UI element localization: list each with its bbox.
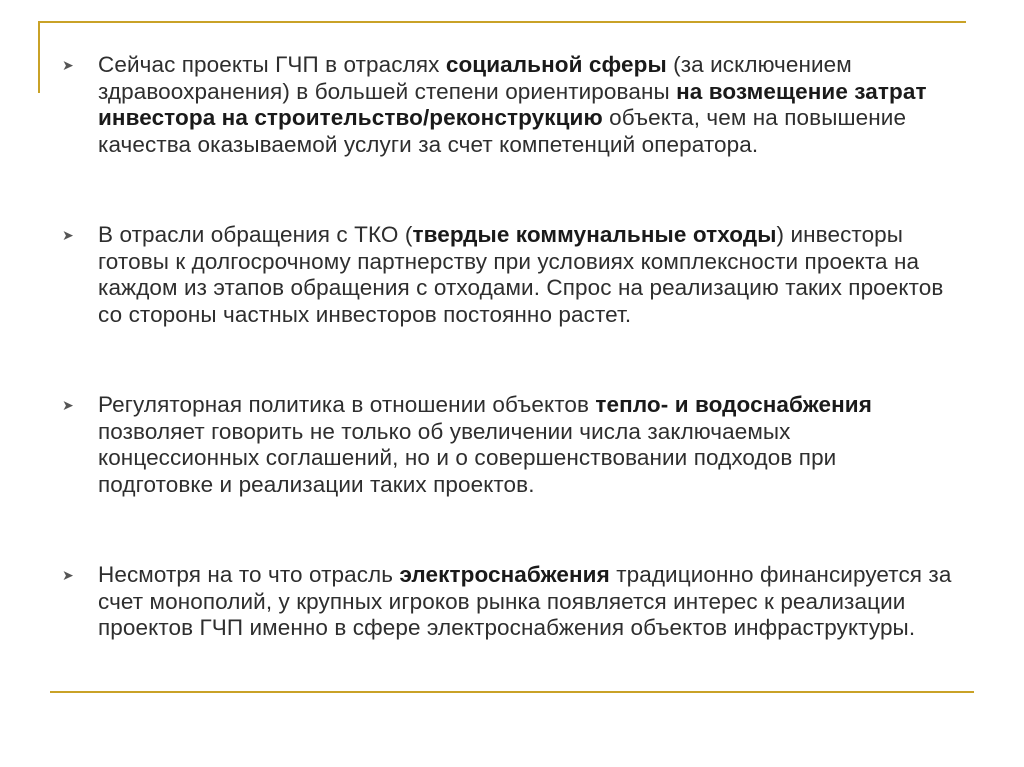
text-run: Сейчас проекты ГЧП в отраслях <box>98 52 446 77</box>
bold-phrase: на возмещение затрат инвестора на строительство/реконструкцию <box>98 78 927 130</box>
bold-phrase: социальной сферы <box>445 52 667 77</box>
text-run: ) инвесторы готовы к долгосрочному партнерству при условиях комплексности проекта на каждом из этапов обращения с отходами. Спрос на реализацию таких проектов со стороны частных инвесторов постоянно растет. <box>98 222 944 327</box>
arrowhead-right-icon: ➤ <box>62 567 74 583</box>
text-run: позволяет говорить не только об увеличении числа заключаемых концессионных соглашений, но и о совершенствовании подходов при подготовке и реализации таких проектов. <box>98 418 837 497</box>
text-run: Несмотря на то что отрасль <box>98 562 400 587</box>
text-run: традиционно финансируется за счет монополий, у крупных игроков рынка появляется интерес к реализации проектов ГЧП именно в сфере электроснабжения объектов инфраструктуры. <box>98 562 952 640</box>
bold-phrase: электроснабжения <box>399 562 610 587</box>
bold-phrase: тепло- и водоснабжения <box>595 392 872 417</box>
bullet-item-1 <box>56 52 956 158</box>
top-rule <box>38 21 966 23</box>
bullet-item-3 <box>56 392 956 498</box>
bullet-text-3 <box>98 392 956 498</box>
arrowhead-right-icon: ➤ <box>62 227 74 243</box>
bullet-item-2 <box>56 222 956 328</box>
arrowhead-right-icon: ➤ <box>62 397 74 413</box>
text-run: (за исключением здравоохранения) в большей степени ориентированы <box>98 52 852 104</box>
text-run: объекта, чем на повышение качества оказываемой услуги за счет компетенций оператора. <box>98 105 907 157</box>
left-rule <box>38 21 40 93</box>
text-run: В отрасли обращения с ТКО ( <box>98 222 413 247</box>
bullet-text-4 <box>98 562 956 642</box>
bullet-text-2 <box>98 222 956 328</box>
bottom-rule <box>50 691 974 693</box>
bullet-item-4 <box>56 562 956 642</box>
arrowhead-right-icon: ➤ <box>62 57 74 73</box>
text-run: Регуляторная политика в отношении объектов <box>98 392 596 417</box>
bold-phrase: твердые коммунальные отходы <box>412 222 777 247</box>
bullet-text-1 <box>98 52 956 158</box>
